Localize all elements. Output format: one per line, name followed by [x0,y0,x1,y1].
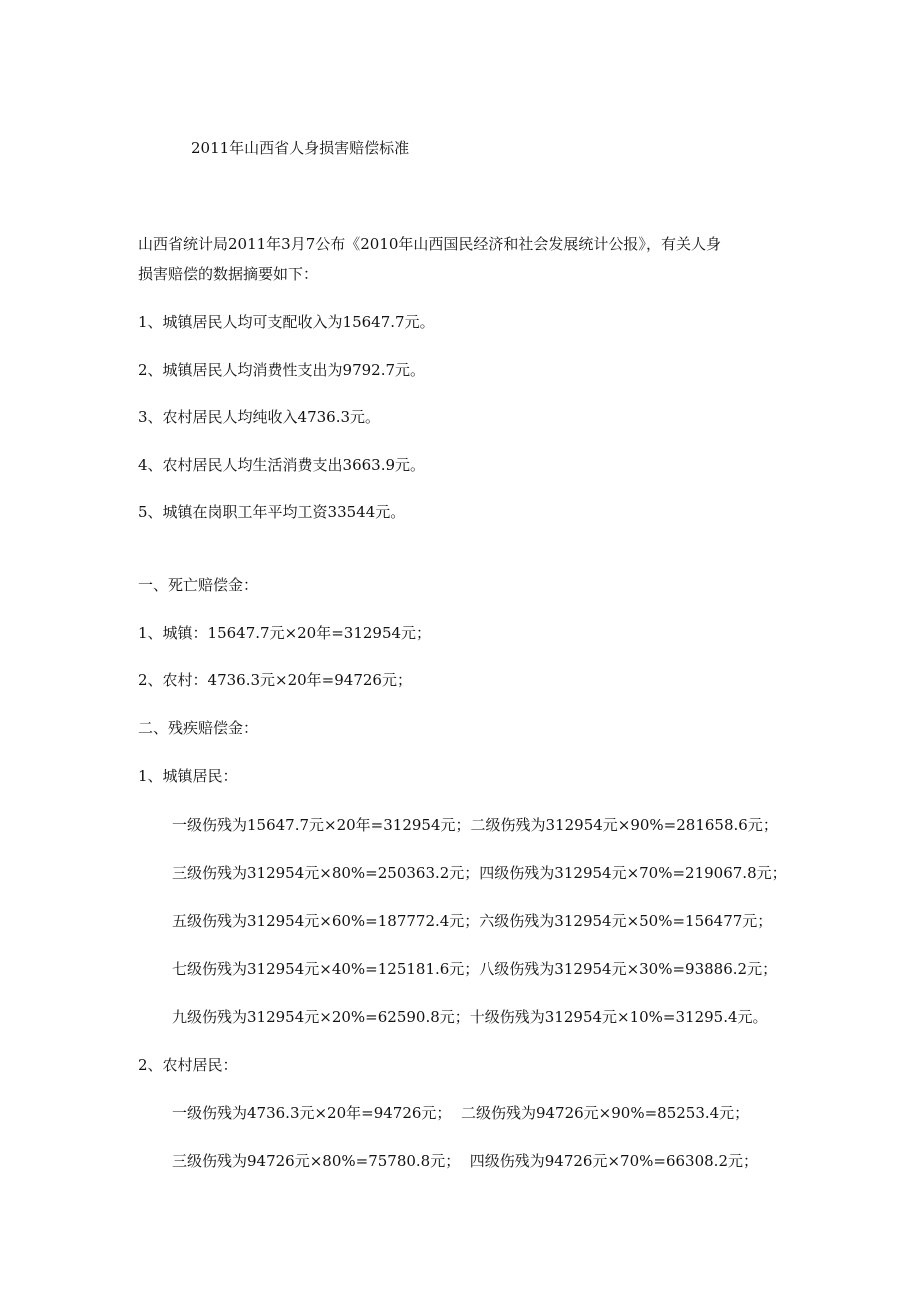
disability-rural-line: 三级伤残为94726元×80%=75780.8元； 四级伤残为94726元×70%=66308.2元； [172,1152,758,1170]
stat-item: 5、城镇在岗职工年平均工资33544元。 [138,503,406,521]
death-rural-line: 2、农村：4736.3元×20年=94726元； [138,671,412,689]
disability-compensation-heading: 二、残疾赔偿金： [138,719,259,737]
disability-rural-line: 一级伤残为4736.3元×20年=94726元； 二级伤残为94726元×90%=85253.4元； [172,1104,750,1122]
stat-item: 4、农村居民人均生活消费支出3663.9元。 [138,456,426,474]
document-title: 2011年山西省人身损害赔偿标准 [191,139,410,157]
disability-urban-line: 三级伤残为312954元×80%=250363.2元；四级伤残为312954元×70%=219067.8元； [172,864,787,882]
disability-urban-line: 一级伤残为15647.7元×20年=312954元；二级伤残为312954元×90%=281658.6元； [172,816,778,834]
disability-rural-heading: 2、农村居民： [138,1056,238,1074]
stat-item: 2、城镇居民人均消费性支出为9792.7元。 [138,361,426,379]
disability-urban-heading: 1、城镇居民： [138,767,238,785]
stat-item: 3、农村居民人均纯收入4736.3元。 [138,408,381,426]
intro-line-2: 损害赔偿的数据摘要如下： [138,265,319,283]
disability-urban-line: 五级伤残为312954元×60%=187772.4元；六级伤残为312954元×50%=156477元； [172,912,773,930]
intro-line-1: 山西省统计局2011年3月7公布《2010年山西国民经济和社会发展统计公报》，有关人身 [138,235,721,253]
disability-urban-line: 九级伤残为312954元×20%=62590.8元；十级伤残为312954元×10%=31295.4元。 [172,1008,768,1026]
disability-urban-line: 七级伤残为312954元×40%=125181.6元；八级伤残为312954元×30%=93886.2元； [172,960,778,978]
death-compensation-heading: 一、死亡赔偿金： [138,576,259,594]
stat-item: 1、城镇居民人均可支配收入为15647.7元。 [138,313,435,331]
death-urban-line: 1、城镇：15647.7元×20年=312954元； [138,624,432,642]
